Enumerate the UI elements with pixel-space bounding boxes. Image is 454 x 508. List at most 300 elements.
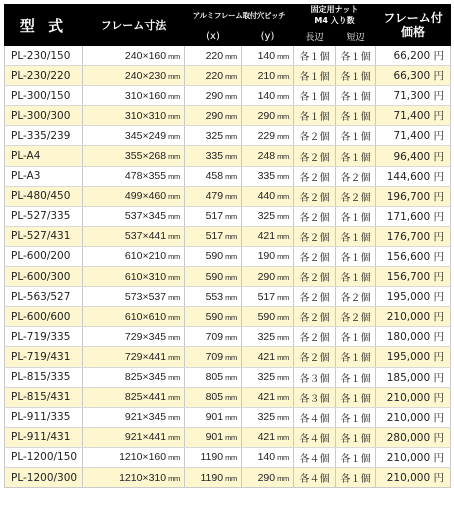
cell-nut-long-value: 各２個 xyxy=(299,172,330,184)
cell-price-value: 195,000 円 xyxy=(386,351,445,364)
cell-nut-short-value: 各１個 xyxy=(340,433,371,445)
cell-frame-size xyxy=(83,246,185,266)
cell-nut-short xyxy=(336,126,376,146)
cell-frame-size-value: 729×441 xyxy=(124,350,167,363)
cell-pitch-y xyxy=(242,287,294,307)
cell-pitch-x-value: 901 xyxy=(205,431,224,444)
cell-pitch-x-value: 290 xyxy=(205,109,224,122)
cell-nut-long xyxy=(294,106,336,126)
cell-price xyxy=(376,307,451,327)
cell-frame-size-value: 825×345 xyxy=(124,371,167,384)
unit-mm: mm xyxy=(168,272,180,282)
cell-pitch-y-value: 517 xyxy=(257,290,276,303)
unit-mm: mm xyxy=(168,332,180,342)
cell-price xyxy=(376,267,451,287)
cell-nut-short-value: 各１個 xyxy=(340,232,371,244)
cell-nut-long xyxy=(294,347,336,367)
cell-pitch-y-value: 140 xyxy=(257,89,276,102)
cell-frame-size xyxy=(83,166,185,186)
cell-price-value: 180,000 円 xyxy=(386,331,445,344)
unit-mm: mm xyxy=(168,131,180,141)
cell-pitch-y-value: 140 xyxy=(257,49,276,62)
cell-frame-size-value: 499×460 xyxy=(124,190,167,203)
unit-mm: mm xyxy=(225,232,237,242)
cell-model-value: PL-230/150 xyxy=(11,49,71,62)
cell-pitch-y xyxy=(242,146,294,166)
table-row xyxy=(5,126,451,146)
cell-frame-size-value: 921×441 xyxy=(124,431,167,444)
cell-model xyxy=(5,467,83,487)
cell-pitch-x xyxy=(185,427,242,447)
cell-nut-short-value: 各１個 xyxy=(340,112,371,124)
header-model: 型 式 xyxy=(5,4,83,46)
cell-frame-size xyxy=(83,86,185,106)
cell-frame-size-value: 610×310 xyxy=(124,270,167,283)
cell-price xyxy=(376,447,451,467)
unit-mm: mm xyxy=(168,312,180,322)
cell-nut-long-value: 各２個 xyxy=(299,192,330,204)
cell-frame-size xyxy=(83,287,185,307)
cell-model-value: PL-A4 xyxy=(11,150,41,163)
cell-nut-short xyxy=(336,447,376,467)
cell-nut-long xyxy=(294,86,336,106)
cell-model xyxy=(5,186,83,206)
cell-price xyxy=(376,106,451,126)
cell-frame-size-value: 310×310 xyxy=(124,109,167,122)
cell-model xyxy=(5,287,83,307)
unit-mm: mm xyxy=(277,413,290,423)
cell-price xyxy=(376,126,451,146)
unit-mm: mm xyxy=(277,433,290,443)
unit-mm: mm xyxy=(277,152,290,162)
table-row xyxy=(5,327,451,347)
cell-nut-short-value: 各１個 xyxy=(340,252,371,264)
cell-nut-long xyxy=(294,246,336,266)
cell-price xyxy=(376,327,451,347)
cell-pitch-y xyxy=(242,86,294,106)
cell-frame-size-value: 240×230 xyxy=(124,69,167,82)
cell-nut-long xyxy=(294,166,336,186)
cell-pitch-y-value: 290 xyxy=(257,109,276,122)
header-price-line1: フレーム付 xyxy=(383,11,443,25)
cell-price-value: 210,000 円 xyxy=(386,411,445,424)
cell-price-value: 71,400 円 xyxy=(393,130,445,143)
cell-frame-size-value: 921×345 xyxy=(124,411,167,424)
cell-nut-short-value: 各１個 xyxy=(340,92,371,104)
cell-nut-short-value: 各１個 xyxy=(340,132,371,144)
cell-pitch-x xyxy=(185,146,242,166)
unit-mm: mm xyxy=(277,91,290,101)
unit-mm: mm xyxy=(225,332,237,342)
cell-pitch-y-value: 290 xyxy=(257,270,276,283)
cell-frame-size-value: 310×160 xyxy=(124,89,167,102)
cell-nut-short-value: 各２個 xyxy=(340,293,371,305)
cell-pitch-x-value: 517 xyxy=(205,230,224,243)
cell-pitch-x xyxy=(185,367,242,387)
cell-nut-long-value: 各３個 xyxy=(299,393,330,405)
cell-price xyxy=(376,246,451,266)
cell-pitch-x xyxy=(185,46,242,66)
cell-frame-size xyxy=(83,106,185,126)
table-row xyxy=(5,287,451,307)
cell-frame-size xyxy=(83,126,185,146)
table-row xyxy=(5,407,451,427)
header-nut-line1: 固定用ナット xyxy=(310,5,359,14)
unit-mm: mm xyxy=(225,473,237,483)
cell-pitch-x xyxy=(185,327,242,347)
cell-frame-size xyxy=(83,226,185,246)
table-row xyxy=(5,106,451,126)
unit-mm: mm xyxy=(225,373,237,383)
cell-model xyxy=(5,66,83,86)
unit-mm: mm xyxy=(225,352,237,362)
unit-mm: mm xyxy=(168,152,180,162)
unit-mm: mm xyxy=(225,252,237,262)
cell-price-value: 71,400 円 xyxy=(393,110,445,123)
cell-nut-short xyxy=(336,267,376,287)
cell-nut-short xyxy=(336,66,376,86)
cell-frame-size xyxy=(83,387,185,407)
unit-mm: mm xyxy=(225,433,237,443)
unit-mm: mm xyxy=(168,413,180,423)
cell-frame-size xyxy=(83,327,185,347)
cell-pitch-x xyxy=(185,126,242,146)
cell-price-value: 156,600 円 xyxy=(386,250,445,263)
cell-pitch-x xyxy=(185,106,242,126)
cell-pitch-y-value: 325 xyxy=(257,210,276,223)
unit-mm: mm xyxy=(168,252,180,262)
table-row xyxy=(5,46,451,66)
cell-model-value: PL-480/450 xyxy=(11,190,71,203)
cell-price-value: 176,700 円 xyxy=(386,230,445,243)
cell-price-value: 210,000 円 xyxy=(386,311,445,324)
cell-pitch-y xyxy=(242,327,294,347)
cell-pitch-y xyxy=(242,367,294,387)
cell-pitch-x xyxy=(185,267,242,287)
cell-model-value: PL-815/335 xyxy=(11,371,71,384)
unit-mm: mm xyxy=(168,212,180,222)
cell-nut-short-value: 各１個 xyxy=(340,474,371,486)
unit-mm: mm xyxy=(225,292,237,302)
unit-mm: mm xyxy=(168,172,180,182)
cell-nut-long xyxy=(294,447,336,467)
header-long-side: 長辺 xyxy=(294,26,336,46)
unit-mm: mm xyxy=(277,292,290,302)
cell-pitch-x xyxy=(185,347,242,367)
unit-mm: mm xyxy=(168,192,180,202)
table-row xyxy=(5,246,451,266)
cell-nut-long-value: 各４個 xyxy=(299,433,330,445)
cell-nut-short xyxy=(336,347,376,367)
cell-nut-short xyxy=(336,307,376,327)
cell-pitch-y xyxy=(242,106,294,126)
cell-nut-short-value: 各２個 xyxy=(340,172,371,184)
cell-nut-short-value: 各１個 xyxy=(340,353,371,365)
cell-frame-size xyxy=(83,367,185,387)
cell-frame-size xyxy=(83,427,185,447)
cell-frame-size-value: 355×268 xyxy=(124,150,167,163)
unit-mm: mm xyxy=(168,453,180,463)
unit-mm: mm xyxy=(225,192,237,202)
table-row xyxy=(5,447,451,467)
cell-pitch-y-value: 229 xyxy=(257,129,276,142)
table-row xyxy=(5,226,451,246)
cell-pitch-y-value: 421 xyxy=(257,230,276,243)
cell-nut-long xyxy=(294,206,336,226)
cell-pitch-x xyxy=(185,387,242,407)
cell-nut-short-value: 各１個 xyxy=(340,333,371,345)
cell-pitch-y xyxy=(242,206,294,226)
cell-nut-short xyxy=(336,246,376,266)
cell-nut-long xyxy=(294,387,336,407)
cell-model-value: PL-911/335 xyxy=(11,411,71,424)
cell-pitch-x xyxy=(185,307,242,327)
cell-nut-long-value: 各２個 xyxy=(299,152,330,164)
cell-nut-long xyxy=(294,407,336,427)
cell-pitch-x-value: 590 xyxy=(205,250,224,263)
cell-pitch-x-value: 1190 xyxy=(200,451,224,464)
unit-mm: mm xyxy=(277,192,290,202)
header-frame-size: フレーム寸法 xyxy=(83,4,185,46)
cell-price xyxy=(376,226,451,246)
cell-pitch-x-value: 517 xyxy=(205,210,224,223)
cell-model xyxy=(5,46,83,66)
cell-frame-size-value: 537×441 xyxy=(124,230,167,243)
cell-nut-short xyxy=(336,327,376,347)
unit-mm: mm xyxy=(225,71,237,81)
cell-nut-short xyxy=(336,467,376,487)
cell-model xyxy=(5,367,83,387)
cell-pitch-x-value: 325 xyxy=(205,129,224,142)
cell-price-value: 185,000 円 xyxy=(386,371,445,384)
table-row xyxy=(5,206,451,226)
unit-mm: mm xyxy=(277,453,290,463)
price-table xyxy=(4,4,451,488)
cell-pitch-x-value: 290 xyxy=(205,89,224,102)
cell-price-value: 210,000 円 xyxy=(386,451,445,464)
cell-nut-short xyxy=(336,166,376,186)
cell-pitch-x-value: 553 xyxy=(205,290,224,303)
header-row-top xyxy=(5,4,451,26)
cell-pitch-y-value: 421 xyxy=(257,391,276,404)
cell-pitch-y xyxy=(242,267,294,287)
cell-nut-short-value: 各１個 xyxy=(340,152,371,164)
cell-frame-size xyxy=(83,206,185,226)
cell-pitch-y-value: 325 xyxy=(257,330,276,343)
table-row xyxy=(5,347,451,367)
cell-frame-size xyxy=(83,307,185,327)
cell-nut-short xyxy=(336,186,376,206)
unit-mm: mm xyxy=(225,272,237,282)
unit-mm: mm xyxy=(277,272,290,282)
cell-model xyxy=(5,126,83,146)
unit-mm: mm xyxy=(277,312,290,322)
cell-model-value: PL-719/431 xyxy=(11,350,71,363)
cell-nut-short xyxy=(336,427,376,447)
cell-pitch-y-value: 325 xyxy=(257,411,276,424)
cell-nut-short-value: 各１個 xyxy=(340,393,371,405)
cell-nut-long xyxy=(294,146,336,166)
cell-nut-long-value: 各２個 xyxy=(299,293,330,305)
unit-mm: mm xyxy=(168,373,180,383)
cell-price xyxy=(376,367,451,387)
cell-nut-short xyxy=(336,86,376,106)
unit-mm: mm xyxy=(168,232,180,242)
cell-model-value: PL-600/600 xyxy=(11,310,71,323)
cell-model xyxy=(5,347,83,367)
cell-nut-long-value: 各１個 xyxy=(299,52,330,64)
cell-nut-long-value: 各２個 xyxy=(299,313,330,325)
cell-frame-size-value: 478×355 xyxy=(124,170,167,183)
table-row xyxy=(5,186,451,206)
cell-pitch-x-value: 901 xyxy=(205,411,224,424)
cell-pitch-y xyxy=(242,46,294,66)
cell-price-value: 280,000 円 xyxy=(386,431,445,444)
cell-model-value: PL-300/300 xyxy=(11,109,71,122)
cell-pitch-y xyxy=(242,387,294,407)
cell-nut-short-value: 各１個 xyxy=(340,453,371,465)
unit-mm: mm xyxy=(225,111,237,121)
cell-price xyxy=(376,407,451,427)
cell-model xyxy=(5,226,83,246)
header-nut xyxy=(294,4,376,26)
cell-model xyxy=(5,307,83,327)
cell-pitch-y-value: 210 xyxy=(257,69,276,82)
cell-nut-short xyxy=(336,367,376,387)
cell-pitch-y xyxy=(242,186,294,206)
cell-nut-long xyxy=(294,467,336,487)
unit-mm: mm xyxy=(225,453,237,463)
cell-pitch-x-value: 590 xyxy=(205,270,224,283)
header-price xyxy=(376,4,451,46)
cell-nut-long-value: 各３個 xyxy=(299,373,330,385)
unit-mm: mm xyxy=(277,111,290,121)
cell-pitch-x xyxy=(185,246,242,266)
cell-pitch-y-value: 325 xyxy=(257,371,276,384)
cell-price-value: 195,000 円 xyxy=(386,291,445,304)
cell-pitch-x-value: 805 xyxy=(205,391,224,404)
cell-model-value: PL-600/300 xyxy=(11,270,71,283)
cell-frame-size xyxy=(83,407,185,427)
cell-price xyxy=(376,467,451,487)
cell-frame-size-value: 1210×160 xyxy=(119,451,167,464)
cell-frame-size xyxy=(83,267,185,287)
table-row xyxy=(5,467,451,487)
cell-model-value: PL-230/220 xyxy=(11,69,71,82)
cell-pitch-x xyxy=(185,407,242,427)
cell-price-value: 196,700 円 xyxy=(386,190,445,203)
table-header xyxy=(5,4,451,46)
cell-pitch-y-value: 421 xyxy=(257,431,276,444)
cell-nut-short xyxy=(336,146,376,166)
cell-nut-short xyxy=(336,46,376,66)
cell-nut-long xyxy=(294,367,336,387)
cell-price xyxy=(376,427,451,447)
cell-nut-long-value: 各１個 xyxy=(299,92,330,104)
cell-nut-long xyxy=(294,287,336,307)
unit-mm: mm xyxy=(277,352,290,362)
cell-nut-long-value: 各２個 xyxy=(299,212,330,224)
cell-price xyxy=(376,347,451,367)
unit-mm: mm xyxy=(277,332,290,342)
table-row xyxy=(5,307,451,327)
cell-pitch-y xyxy=(242,226,294,246)
cell-model xyxy=(5,86,83,106)
cell-pitch-x xyxy=(185,447,242,467)
cell-nut-long-value: 各４個 xyxy=(299,474,330,486)
cell-model-value: PL-719/335 xyxy=(11,330,71,343)
cell-nut-long xyxy=(294,307,336,327)
cell-frame-size-value: 573×537 xyxy=(124,290,167,303)
header-short-side: 短辺 xyxy=(336,26,376,46)
cell-nut-short xyxy=(336,106,376,126)
cell-model-value: PL-815/431 xyxy=(11,391,71,404)
cell-model-value: PL-A3 xyxy=(11,170,41,183)
cell-pitch-x-value: 479 xyxy=(205,190,224,203)
cell-frame-size xyxy=(83,46,185,66)
header-x: (x) xyxy=(185,26,242,46)
cell-price-value: 66,300 円 xyxy=(393,70,445,83)
cell-pitch-y xyxy=(242,407,294,427)
cell-model-value: PL-527/335 xyxy=(11,210,71,223)
cell-price xyxy=(376,186,451,206)
unit-mm: mm xyxy=(168,71,180,81)
table-row xyxy=(5,166,451,186)
unit-mm: mm xyxy=(277,232,290,242)
cell-nut-long xyxy=(294,66,336,86)
cell-pitch-y xyxy=(242,166,294,186)
cell-pitch-x-value: 709 xyxy=(205,330,224,343)
cell-model-value: PL-527/431 xyxy=(11,230,71,243)
unit-mm: mm xyxy=(277,131,290,141)
header-nut-line2: M4 入り数 xyxy=(314,16,355,25)
unit-mm: mm xyxy=(168,473,180,483)
table-row xyxy=(5,367,451,387)
cell-price-value: 210,000 円 xyxy=(386,391,445,404)
cell-nut-long xyxy=(294,186,336,206)
cell-pitch-y xyxy=(242,66,294,86)
cell-pitch-y xyxy=(242,307,294,327)
cell-pitch-x-value: 1190 xyxy=(200,471,224,484)
unit-mm: mm xyxy=(277,51,290,61)
cell-price-value: 71,300 円 xyxy=(393,90,445,103)
cell-pitch-y-value: 421 xyxy=(257,350,276,363)
cell-price xyxy=(376,287,451,307)
cell-pitch-y xyxy=(242,126,294,146)
cell-pitch-y xyxy=(242,447,294,467)
cell-frame-size xyxy=(83,347,185,367)
cell-price xyxy=(376,387,451,407)
cell-model xyxy=(5,106,83,126)
cell-pitch-x-value: 458 xyxy=(205,170,224,183)
cell-nut-long xyxy=(294,126,336,146)
cell-nut-long-value: 各２個 xyxy=(299,333,330,345)
unit-mm: mm xyxy=(168,433,180,443)
cell-pitch-y xyxy=(242,467,294,487)
cell-pitch-x-value: 220 xyxy=(205,69,224,82)
cell-model-value: PL-1200/300 xyxy=(11,471,78,484)
cell-pitch-y-value: 335 xyxy=(257,170,276,183)
cell-pitch-x xyxy=(185,467,242,487)
cell-pitch-x xyxy=(185,206,242,226)
header-price-line2: 価格 xyxy=(401,25,426,39)
unit-mm: mm xyxy=(168,91,180,101)
cell-model xyxy=(5,267,83,287)
unit-mm: mm xyxy=(168,393,180,403)
cell-model-value: PL-335/239 xyxy=(11,129,71,142)
cell-model xyxy=(5,447,83,467)
unit-mm: mm xyxy=(277,172,290,182)
